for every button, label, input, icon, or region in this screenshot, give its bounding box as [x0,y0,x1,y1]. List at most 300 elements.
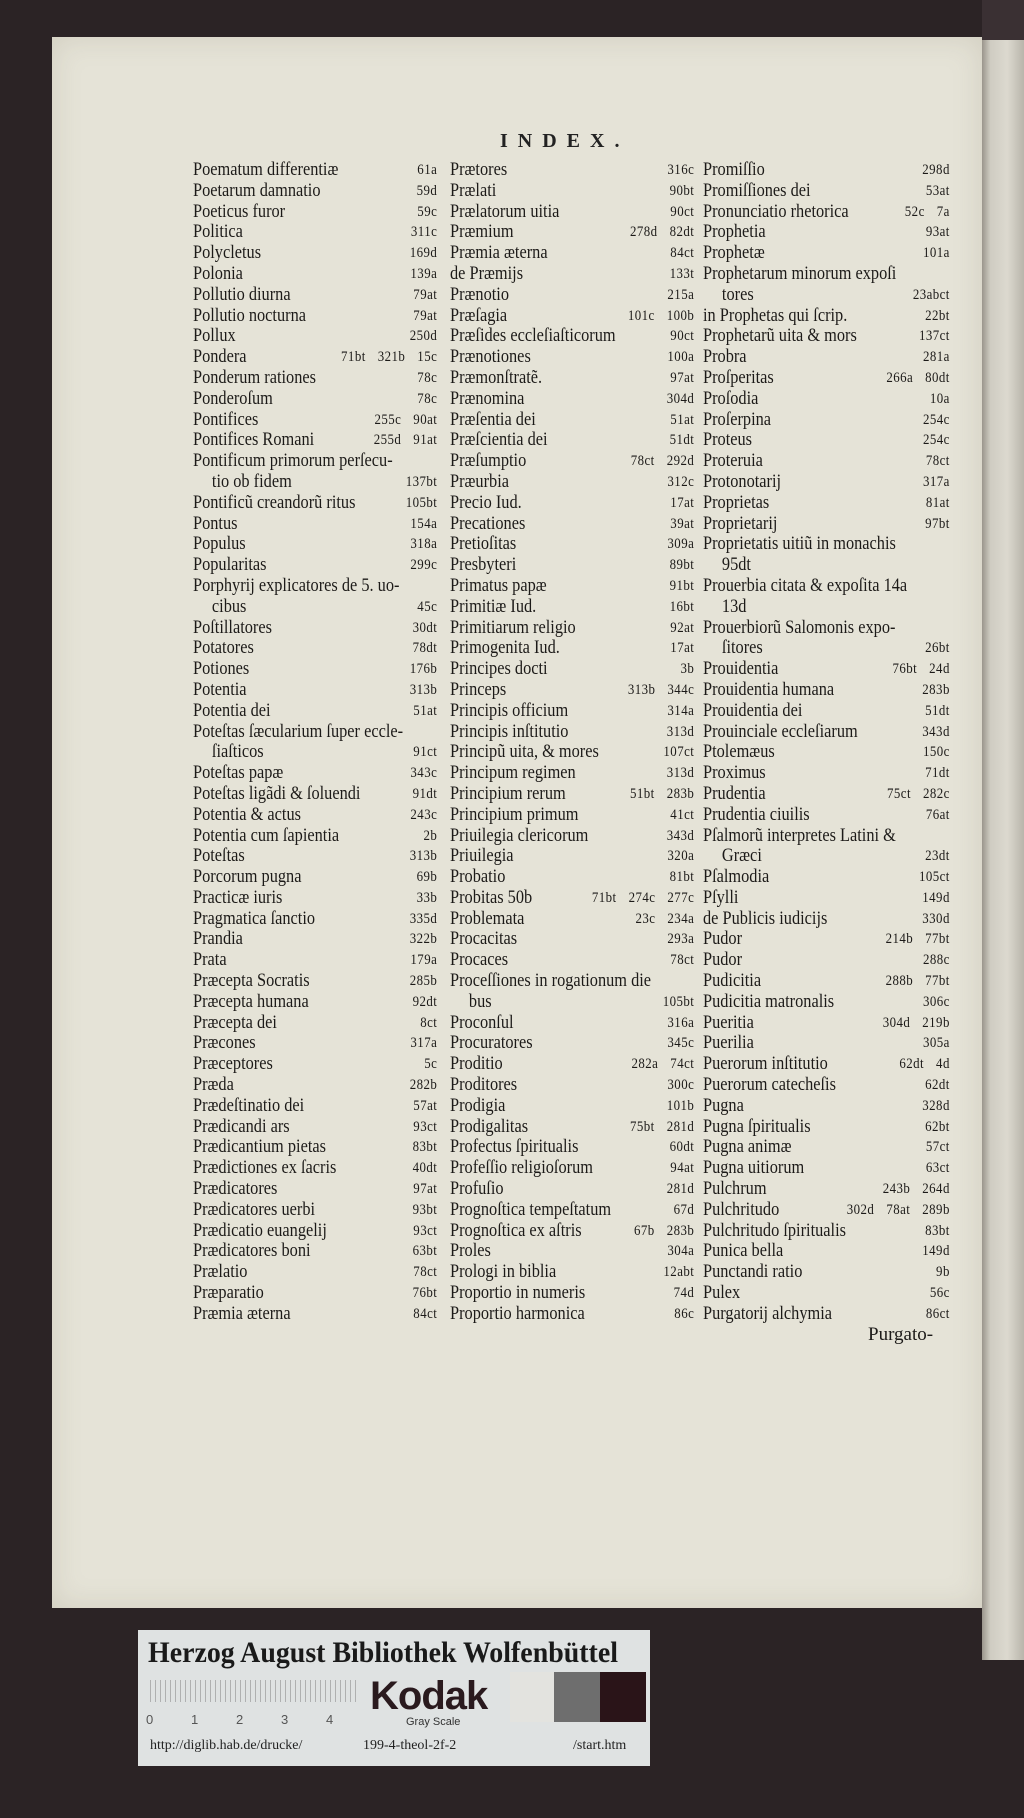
page-reference: 313b [409,848,438,865]
entry-references [616,680,694,701]
page-reference: 56c [929,1285,950,1302]
page-reference: 105bt [662,993,695,1010]
entry-references [618,1117,694,1138]
entry-references [658,264,695,285]
page-reference: 79at [413,286,438,303]
entry-references [658,202,694,223]
entry-term: Pollux [193,325,236,347]
entry-references [911,1033,950,1054]
entry-references [398,950,437,971]
page-reference: 309a [667,536,695,553]
page-reference: 93ct [413,1222,438,1239]
page-reference: 91at [413,432,438,449]
index-entry [193,222,437,243]
entry-term: ſiaſticos [211,741,264,763]
page-reference: 311c [410,224,438,241]
page-reference: 92at [670,619,695,636]
index-entry [193,285,437,306]
page-reference: 243b [882,1181,911,1198]
entry-term: Principium rerum [450,782,566,804]
page-reference: 61a [417,162,438,178]
index-entry [193,514,437,535]
entry-references [910,1241,950,1262]
index-entry [450,867,694,888]
index-entry [450,680,694,701]
index-entry [703,264,950,285]
page-reference: 92dt [412,993,438,1010]
index-entry [193,867,437,888]
index-entry [450,451,694,472]
entry-references [913,1117,950,1138]
page-reference: 313d [666,765,695,782]
index-entry [703,306,950,327]
entry-term: Pſalmorũ interpretes Latini & [703,824,896,846]
page-reference: 89bt [669,557,695,574]
page-reference: 281d [666,1181,695,1198]
entry-term: Prologi in biblia [450,1261,557,1283]
index-entry [703,1117,950,1138]
entry-term: Profectus ſpiritualis [450,1136,579,1158]
page-reference: 8ct [420,1014,438,1031]
page-reference: 75bt [630,1118,655,1135]
page-reference: 139a [410,265,438,282]
entry-term: Pudicitia [703,970,762,992]
entry-term: Præſumptio [450,450,527,472]
entry-references [655,1013,694,1034]
index-entry [450,722,694,743]
page-reference: 214b [885,931,914,948]
index-entry [703,1096,950,1117]
index-entry [450,264,694,285]
page-reference: 101b [666,1097,695,1114]
entry-references [910,160,950,181]
entry-term: Præſides eccleſiaſticorum [450,325,616,347]
entry-term: Pulchritudo [703,1198,780,1220]
index-entry [193,722,437,743]
entry-references [835,1200,950,1221]
entry-term: Popularitas [193,554,267,576]
entry-references [658,805,694,826]
entry-term: Principes docti [450,658,548,680]
entry-term: Promiſſio [703,159,765,180]
entry-term: Poeticus furor [193,200,286,222]
entry-references [910,909,950,930]
index-entry [450,742,694,763]
index-entry [703,1304,950,1325]
index-entry [193,389,437,410]
page-reference: 71bt [341,349,366,366]
page-reference: 78ct [630,453,655,470]
entry-term: Pſylli [703,886,739,908]
entry-term: tio ob fidem [211,470,292,492]
index-entry [703,243,950,264]
entry-references [910,1096,950,1117]
entry-references [918,389,950,410]
page-reference: 30dt [412,619,438,636]
index-entry [450,222,694,243]
entry-references [655,763,695,784]
entry-term: Pſalmodia [703,866,770,888]
index-entry [703,576,950,597]
index-entry [703,472,950,493]
entry-references [911,472,950,493]
entry-references [913,763,950,784]
entry-references [914,222,950,243]
page-reference: 69b [416,869,438,886]
entry-term: Prædicatores [193,1178,278,1200]
entry-term: Pudicitia matronalis [703,990,835,1012]
page-reference: 330d [922,910,950,927]
entry-references [658,867,695,888]
page-reference: 76at [925,806,950,823]
page-reference: 344c [667,681,695,698]
index-entry [450,1096,694,1117]
entry-term: Pontificum primorum perſecu- [193,450,393,472]
page-reference: 278d [630,224,658,241]
page-reference: 266a [886,369,914,386]
page-reference: 93bt [412,1201,438,1218]
index-entry [703,950,950,971]
entry-term: Ptolemæus [703,741,775,763]
page-reference: 81bt [669,869,695,886]
index-entry [703,534,950,555]
entry-references [871,1013,950,1034]
entry-references [658,638,694,659]
entry-references [655,929,694,950]
index-entry [450,763,694,784]
entry-references [401,1241,438,1262]
entry-term: Pulchritudo ſpiritualis [703,1219,846,1241]
page-reference: 10a [929,390,950,407]
page-reference: 81at [925,494,950,511]
index-entry [450,160,694,181]
entry-references [655,826,695,847]
index-entry [450,971,694,992]
index-entry [703,1200,950,1221]
entry-term: Principum regimen [450,762,576,784]
page-reference: 283b [666,785,695,802]
entry-references [398,763,437,784]
entry-references [658,368,694,389]
entry-term: Præcones [193,1032,256,1054]
entry-term: Pondera [193,346,247,368]
index-entry [450,576,694,597]
entry-term: Potatores [193,637,254,659]
index-entry [450,1221,694,1242]
page-reference: 313b [409,681,438,698]
page-reference: 51at [670,411,695,428]
entry-references [911,430,950,451]
page-reference: 76bt [412,1285,438,1302]
entry-term: Pudor [703,949,743,971]
entry-references [398,326,438,347]
entry-term: Prædicatores boni [193,1240,311,1262]
entry-term: Prælatorum uitia [450,200,560,222]
entry-term: Pontus [193,512,238,534]
entry-term: Porphyrij explicatores de 5. uo- [193,574,400,596]
page-reference: 33b [416,889,438,906]
entry-term: tores [721,283,754,305]
index-entry [703,202,950,223]
gray-swatch-dark [600,1672,646,1722]
page-reference: 274c [628,889,656,906]
index-entry [703,1013,950,1034]
entry-references [655,722,695,743]
entry-references [924,1262,950,1283]
entry-references [616,306,694,327]
page-reference: 277c [667,889,695,906]
index-entry [193,929,437,950]
index-entry [450,1117,694,1138]
entry-references [651,1262,694,1283]
entry-term: Pontifices [193,408,259,430]
page-reference: 41ct [670,806,695,823]
index-entry [193,805,437,826]
index-entry [703,867,950,888]
page-reference: 313d [666,723,695,740]
index-entry [703,659,950,680]
entry-references [655,347,694,368]
page-reference: 94at [670,1160,695,1177]
entry-references [913,306,950,327]
entry-references [398,243,438,264]
entry-references [398,680,438,701]
index-entry [703,493,950,514]
entry-term: Proceſſiones in rogationum die [450,970,652,992]
entry-term: Prophetarũ uita & mors [703,325,857,347]
scan-background [982,0,1024,40]
entry-term: Prænotiones [450,346,531,368]
entry-term: Proportio harmonica [450,1302,585,1324]
index-entry [703,805,950,826]
index-entry [703,618,950,639]
index-entry [703,181,950,202]
entry-term: Prudentia ciuilis [703,803,810,825]
entry-term: Profeſſio religioſorum [450,1157,593,1179]
entry-term: Puerilia [703,1032,754,1054]
page-reference: 60dt [669,1139,695,1156]
index-entry [193,1054,437,1075]
index-entry [193,243,437,264]
entry-term: Primitiarum religio [450,616,576,638]
page-reference: 90at [413,411,438,428]
entry-term: Principium primum [450,803,579,825]
page-reference: 57ct [925,1139,950,1156]
index-entry [703,597,950,618]
entry-references [913,846,950,867]
entry-term: 95dt [721,554,751,576]
entry-references [914,805,950,826]
index-entry [450,1075,694,1096]
entry-term: Poteſtas ſæcularium ſuper eccle- [193,720,404,742]
page-reference: 78c [417,390,438,407]
index-entry [450,368,694,389]
page-reference: 62dt [899,1056,925,1073]
entry-references [405,202,437,223]
entry-term: Protonotarij [703,470,782,492]
entry-term: Præmonſtratẽ. [450,366,543,388]
entry-references [914,1304,950,1325]
page-reference: 343c [410,765,438,782]
index-entry [193,1241,437,1262]
page-reference: 317a [410,1035,438,1052]
entry-term: Potentia & actus [193,803,302,825]
page-reference: 78ct [925,453,950,470]
entry-term: Prouerbia citata & expoſita 14a [703,574,908,596]
entry-term: Poematum differentiæ [193,159,339,180]
page-reference: 343d [922,723,950,740]
index-entry [193,1179,437,1200]
entry-references [655,534,694,555]
entry-term: Proximus [703,762,766,784]
index-entry [193,1013,437,1034]
entry-term: Prouinciale eccleſiarum [703,720,858,742]
page-reference: 283b [666,1222,695,1239]
entry-references [394,472,438,493]
index-entry [450,618,694,639]
page-reference: 52c [904,203,925,220]
entry-term: Principis officium [450,699,569,721]
gray-swatch-light [510,1672,554,1722]
entry-term: Princeps [450,678,507,700]
entry-references [874,929,950,950]
entry-references [398,534,437,555]
entry-term: Potentia [193,678,247,700]
entry-references [655,1241,694,1262]
entry-term: Pretioſitas [450,533,517,555]
entry-references [911,243,950,264]
entry-term: Procaces [450,949,509,971]
page-reference: 7a [936,203,950,220]
ruler-tick: 2 [236,1712,244,1727]
entry-references [907,326,950,347]
entry-term: Primogenita Iud. [450,637,560,659]
index-entry [450,493,694,514]
entry-term: Præcepta Socratis [193,970,310,992]
index-entry [193,992,437,1013]
index-entry [450,1304,694,1325]
entry-term: Pronunciatio rhetorica [703,200,849,222]
entry-term: Primitiæ Iud. [450,595,537,617]
entry-term: Probatio [450,866,506,888]
entry-term: Prænotio [450,283,510,305]
entry-term: Proprietarij [703,512,778,534]
index-entry [193,368,437,389]
page-reference: 78c [417,369,438,386]
page-reference: 292d [666,453,695,470]
entry-term: Potentia dei [193,699,271,721]
entry-term: Punctandi ratio [703,1261,803,1283]
entry-references [918,1283,950,1304]
index-entry [703,826,950,847]
entry-term: ſitores [721,637,763,659]
page-reference: 282a [631,1056,659,1073]
page-reference: 83bt [925,1222,950,1239]
index-entry [193,472,437,493]
entry-references [405,368,437,389]
index-entry [193,430,437,451]
page-reference: 254c [923,432,950,449]
entry-term: Prædicandi ars [193,1115,290,1137]
page-reference: 243c [410,806,438,823]
entry-term: Presbyteri [450,554,517,576]
entry-references [658,618,694,639]
entry-term: Præcepta dei [193,1011,277,1033]
entry-references [405,160,437,181]
page-reference: 343d [666,827,695,844]
index-entry [193,1262,437,1283]
page-reference: 293a [667,931,695,948]
entry-references [914,1158,950,1179]
page-reference: 90bt [669,182,695,199]
entry-references [401,1137,438,1158]
entry-term: Prædicatores uerbi [193,1198,316,1220]
index-entry [193,950,437,971]
entry-term: Puerorum catecheſis [703,1074,836,1096]
index-entry [450,1262,694,1283]
entry-references [405,389,437,410]
entry-term: Prophetia [703,221,766,243]
page-reference: 285b [409,973,438,990]
index-entry [193,888,437,909]
page-reference: 93ct [413,1118,438,1135]
index-entry [703,1283,950,1304]
page-reference: 57at [413,1097,438,1114]
entry-term: de Publicis iudicijs [703,907,828,929]
page-reference: 62bt [925,1118,950,1135]
entry-references [362,430,438,451]
ruler-scale [150,1680,360,1702]
entry-references [913,638,950,659]
page-reference: 149d [922,1243,950,1260]
entry-references [871,1179,950,1200]
index-entry [193,576,437,597]
index-entry [703,846,950,867]
entry-term: Pugna ſpiritualis [703,1115,811,1137]
entry-references [910,888,950,909]
index-entry [193,1096,437,1117]
index-entry [703,222,950,243]
page-reference: 318a [410,536,438,553]
entry-term: Poteſtas papæ [193,762,284,784]
index-entry [450,784,694,805]
entry-references [911,992,950,1013]
entry-term: Prædictiones ex ſacris [193,1157,337,1179]
entry-references [398,1033,437,1054]
entry-term: Puerorum inſtitutio [703,1053,828,1075]
entry-references [398,909,438,930]
page-reference: 105bt [405,494,438,511]
entry-term: cibus [211,595,247,617]
page-reference: 313b [627,681,656,698]
index-entry [703,909,950,930]
index-entry [450,638,694,659]
index-entry [450,826,694,847]
entry-term: Proprietatis uitiũ in monachis [703,533,896,555]
page-reference: 250d [409,328,438,345]
entry-term: Pugna animæ [703,1136,792,1158]
entry-references [914,451,950,472]
entry-term: Pugna [703,1094,744,1116]
page-reference: 255c [374,411,402,428]
entry-term: Proſodia [703,387,759,409]
page-reference: 288c [923,952,950,969]
page-reference: 86ct [925,1305,950,1322]
entry-references [658,430,695,451]
page-reference: 15c [417,349,438,366]
entry-references [401,1221,437,1242]
page-reference: 78ct [670,952,695,969]
